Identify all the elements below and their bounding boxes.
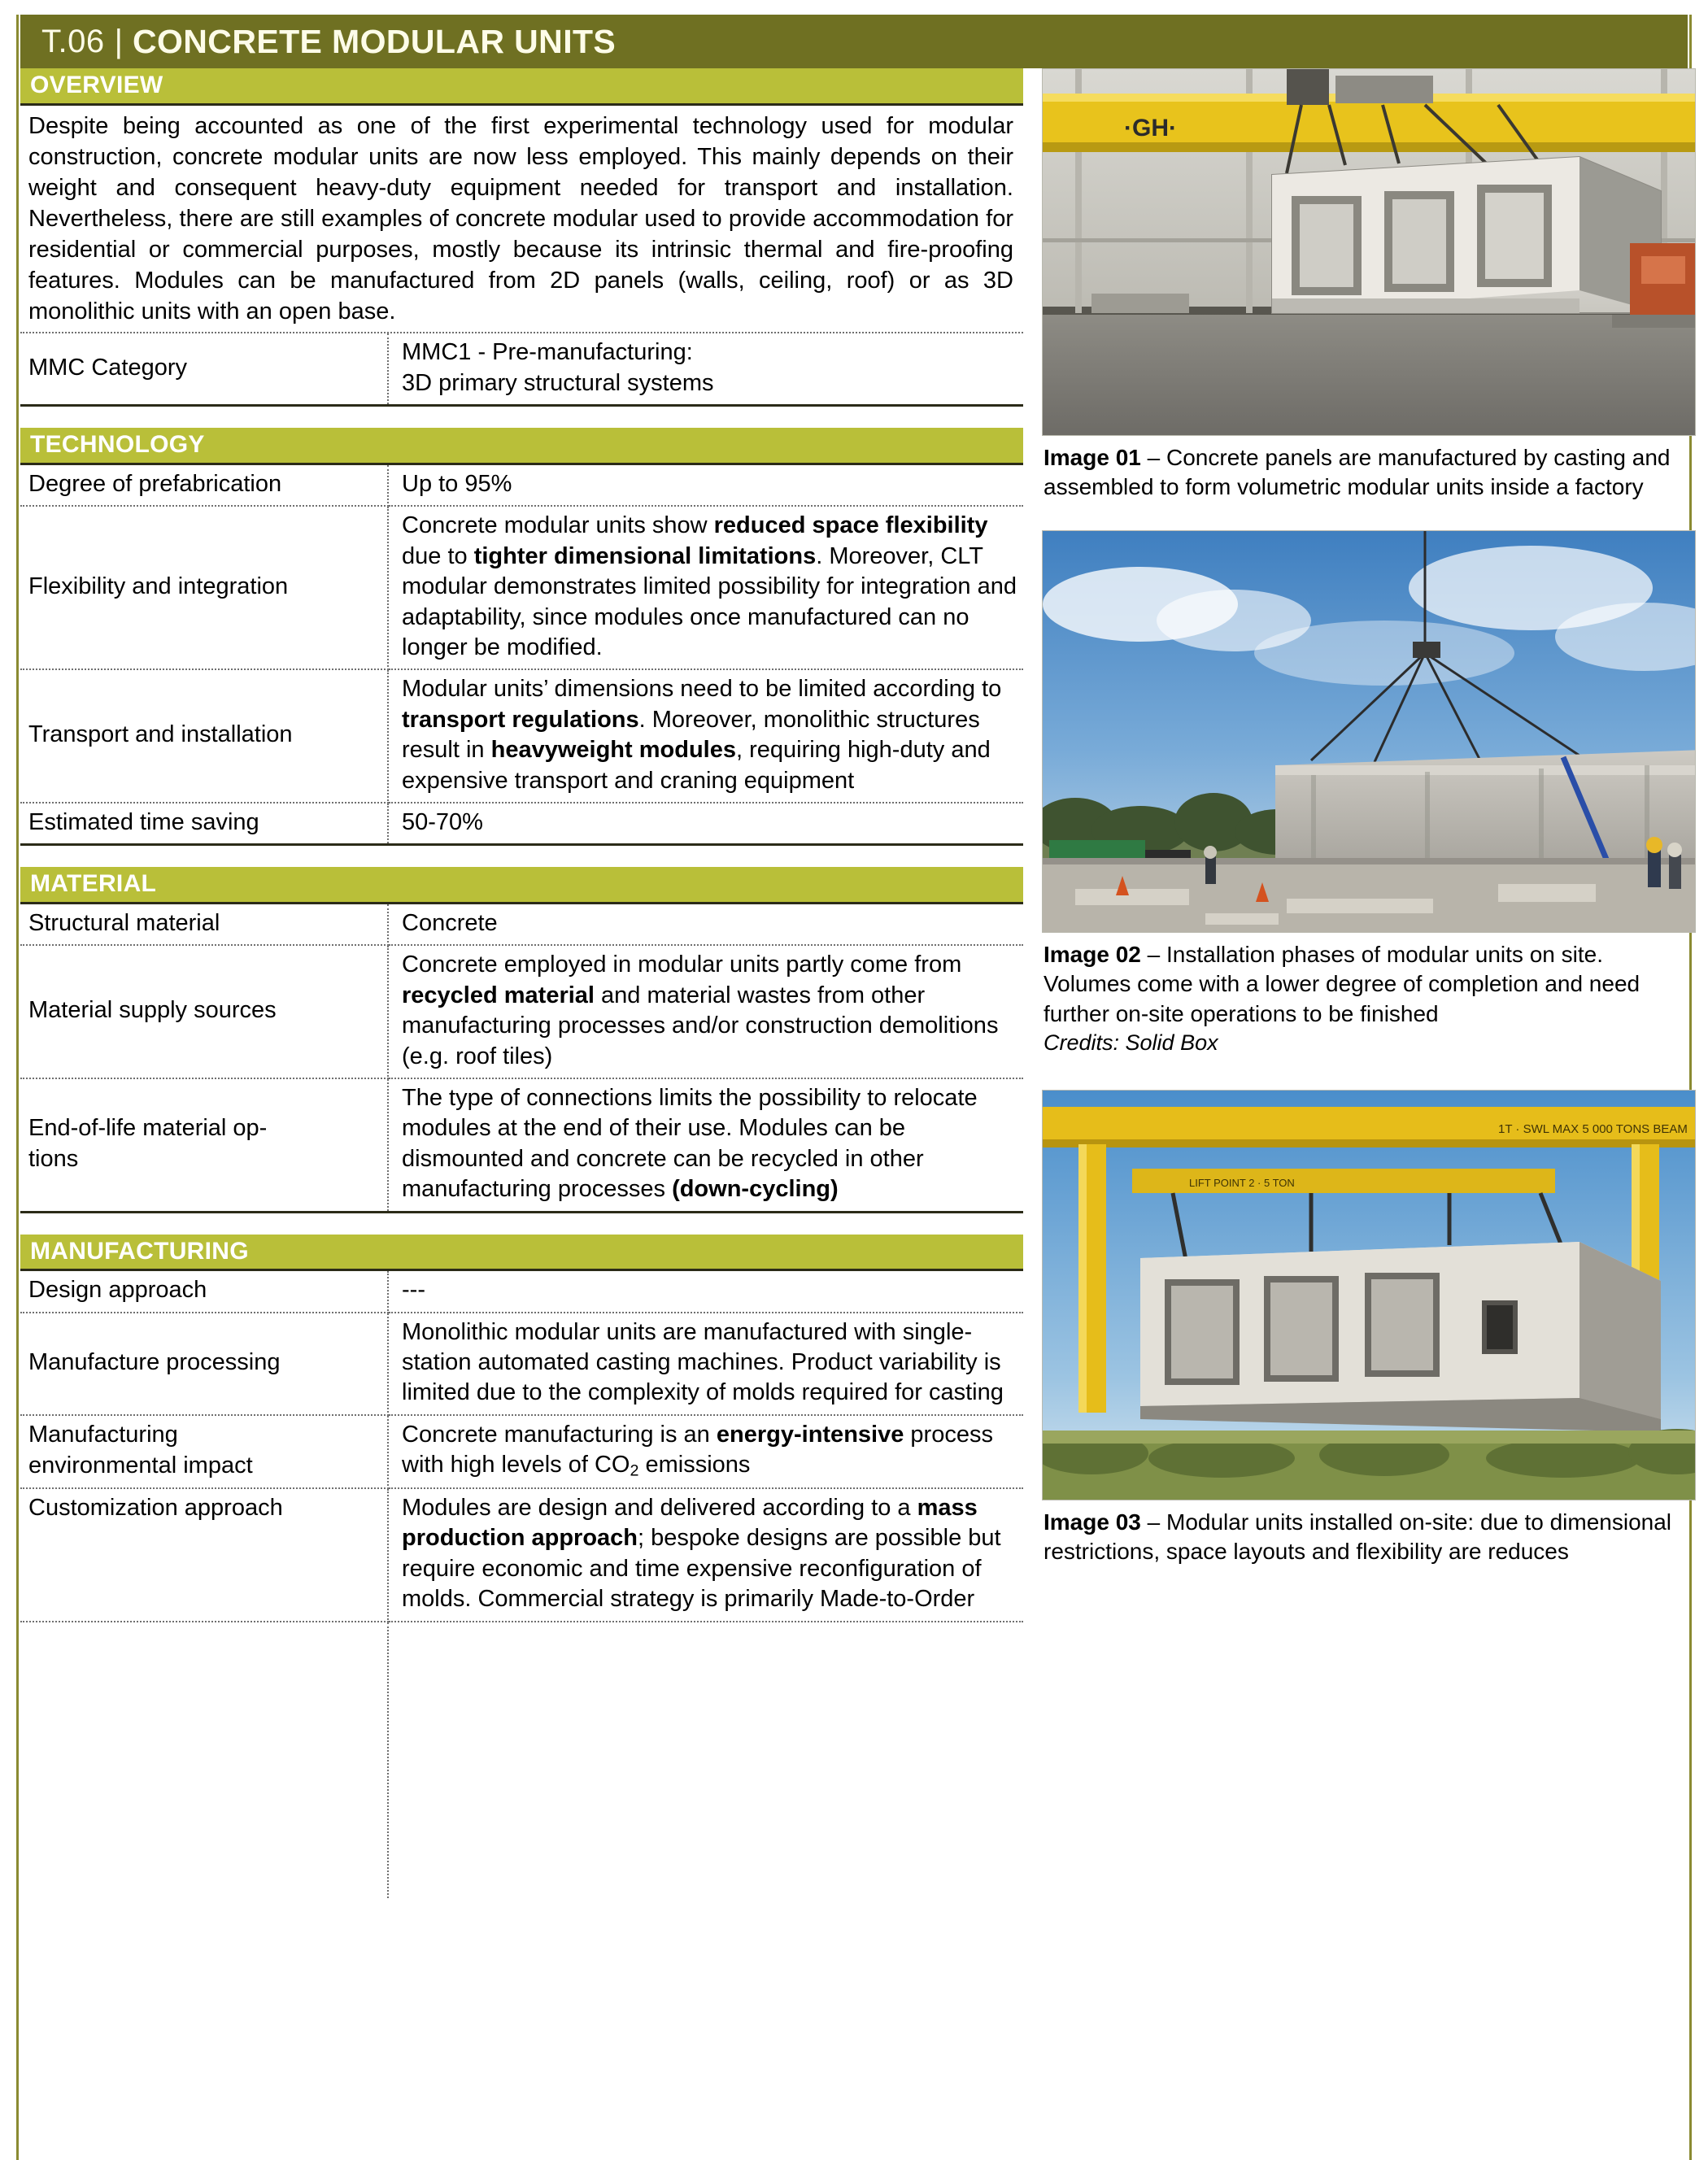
overview-table (20, 333, 1023, 404)
caption-image-03 (1042, 1500, 1696, 1567)
sheet-code: T.06 (41, 23, 105, 59)
table-row (20, 1313, 1023, 1415)
table-row (20, 465, 1023, 506)
table-row (20, 1078, 1023, 1211)
caption-image-02 (1042, 933, 1696, 1057)
mmc-category-line-1: MMC1 - Pre-manufacturing: (402, 339, 693, 366)
title-separator: | (114, 23, 123, 59)
row-key-manufacture-processing: Manufacture processing (20, 1313, 388, 1415)
caption-image-01 (1042, 436, 1696, 503)
section-band-material: MATERIAL (20, 867, 1023, 904)
table-row (20, 333, 1023, 404)
manufacturing-table (20, 1271, 1023, 1897)
filler-cell-key (20, 1622, 388, 1898)
figure-image-03 (1042, 1090, 1696, 1567)
photo-image-01-graphic (1043, 69, 1696, 436)
table-row (20, 904, 1023, 945)
svg-text:1T · SWL MAX 5 000 TONS BEAM: 1T · SWL MAX 5 000 TONS BEAM (1498, 1121, 1688, 1136)
row-value-transport-and-installation: Modular units’ dimensions need to be limited according to transport regulations. Moreover, monolithic structures result in heavyweight modules, requiring high-duty and expensive transport and craning equipment (388, 669, 1023, 803)
table-row (20, 945, 1023, 1078)
mmc-category-line-2: 3D primary structural systems (402, 369, 714, 396)
row-key-design-approach: Design approach (20, 1271, 388, 1312)
figure-image-02 (1042, 530, 1696, 1057)
left-column (20, 68, 1023, 1898)
row-key-manufacturing-environmental-impact: Manufacturing environmental impact (20, 1415, 388, 1488)
caption-lead-image-02: Image 02 (1044, 941, 1141, 967)
row-value-degree-of-prefabrication: Up to 95% (388, 465, 1023, 506)
caption-lead-image-03: Image 03 (1044, 1509, 1141, 1535)
section-band-manufacturing: MANUFACTURING (20, 1235, 1023, 1272)
photo-image-01 (1042, 68, 1696, 436)
table-row-filler (20, 1622, 1023, 1898)
row-value-flexibility-and-integration: Concrete modular units show reduced space flexibility due to tighter dimensional limitations. Moreover, CLT modular demonstrates limited possibility for integration and adaptability, since modules once manufactured can no longer be modified. (388, 506, 1023, 669)
svg-text:LIFT POINT 2 · 5 TON: LIFT POINT 2 · 5 TON (1189, 1176, 1295, 1189)
row-key-degree-of-prefabrication: Degree of prefabrication (20, 465, 388, 506)
row-key-flexibility-and-integration: Flexibility and integration (20, 506, 388, 669)
row-value-manufacture-processing: Monolithic modular units are manufactured with single-station automated casting machines. Product variability is limited due to the complexity of molds required for casting (388, 1313, 1023, 1415)
row-key-material-supply-sources: Material supply sources (20, 945, 388, 1078)
figure-gap (1042, 503, 1696, 530)
photo-image-02-graphic (1043, 531, 1696, 933)
section-gap (20, 1213, 1023, 1235)
section-gap (20, 846, 1023, 867)
row-key-end-of-life-material-options: End-of-life material op- tions (20, 1078, 388, 1211)
caption-dash-image-03: – (1140, 1509, 1166, 1535)
row-value-estimated-time-saving: 50-70% (402, 808, 483, 835)
caption-text-image-02: Installation phases of modular units on site. Volumes come with a lower degree of completion and need further on-site operations to be finished (1044, 941, 1640, 1026)
caption-lead-image-01: Image 01 (1044, 445, 1141, 470)
row-key-customization-approach: Customization approach (20, 1488, 388, 1622)
caption-dash-image-01: – (1140, 445, 1166, 470)
figure-gap (1042, 1057, 1696, 1090)
page-left-rule (16, 15, 19, 2160)
row-key-transport-and-installation: Transport and installation (20, 669, 388, 803)
row-value-material-supply-sources: Concrete employed in modular units partly come from recycled material and material wastes from other manufacturing processes and/or construction demolitions (e.g. roof tiles) (388, 945, 1023, 1078)
table-row (20, 803, 1023, 843)
svg-text:·GH·: ·GH· (1124, 115, 1177, 142)
technology-table (20, 465, 1023, 843)
material-table (20, 904, 1023, 1211)
row-value-design-approach: --- (388, 1271, 1023, 1312)
figure-image-01 (1042, 68, 1696, 503)
row-value-structural-material: Concrete (388, 904, 1023, 945)
table-row (20, 1415, 1023, 1488)
filler-cell-value (388, 1622, 1023, 1898)
row-value-customization-approach: Modules are design and delivered according to a mass production approach; bespoke designs are possible but require economic and time expensive reconfiguration of molds. Commercial strategy is primarily Made-to-Order (388, 1488, 1023, 1622)
caption-text-image-01: Concrete panels are manufactured by casting and assembled to form volumetric modular units inside a factory (1044, 445, 1671, 500)
caption-dash-image-02: – (1140, 941, 1166, 967)
row-value-end-of-life-material-options: The type of connections limits the possibility to relocate modules at the end of their use. Modules can be dismounted and concrete can be recycled in other manufacturing processes (down-cycling) (402, 1084, 978, 1203)
photo-image-03-graphic (1043, 1091, 1696, 1500)
page-title: CONCRETE MODULAR UNITS (133, 22, 617, 60)
photo-image-03 (1042, 1090, 1696, 1500)
right-column (1023, 68, 1696, 1566)
row-key-estimated-time-saving: Estimated time saving (20, 803, 388, 843)
section-gap (20, 407, 1023, 428)
section-band-technology: TECHNOLOGY (20, 428, 1023, 465)
table-row (20, 506, 1023, 669)
page-body (20, 68, 1688, 1898)
row-value-manufacturing-environmental-impact: Concrete manufacturing is an energy-intensive process with high levels of $CO_2$ emissions (388, 1415, 1023, 1488)
caption-text-image-03: Modular units installed on-site: due to dimensional restrictions, space layouts and flexibility are reduces (1044, 1509, 1672, 1565)
table-row (20, 669, 1023, 803)
page-title-bar (20, 15, 1688, 68)
row-key-mmc-category: MMC Category (20, 333, 388, 404)
photo-image-02 (1042, 530, 1696, 933)
row-value-mmc-category (388, 333, 1023, 404)
table-row (20, 1271, 1023, 1312)
caption-credit-image-02: Credits: Solid Box (1044, 1030, 1218, 1055)
section-band-overview: OVERVIEW (20, 68, 1023, 106)
overview-paragraph: Despite being accounted as one of the first experimental technology used for modular construction, concrete modular units are now less employed. This mainly depends on their weight and consequent heavy-duty equipment needed for transport and installation. Nevertheless, there are still examples of concrete modular used to provide accommodation for residential or commercial purposes, mostly because its intrinsic thermal and fire-proofing features. Modules can be manufactured from 2D panels (walls, ceiling, roof) or as 3D monolithic units with an open base. (20, 106, 1023, 334)
table-row (20, 1488, 1023, 1622)
row-key-structural-material: Structural material (20, 904, 388, 945)
